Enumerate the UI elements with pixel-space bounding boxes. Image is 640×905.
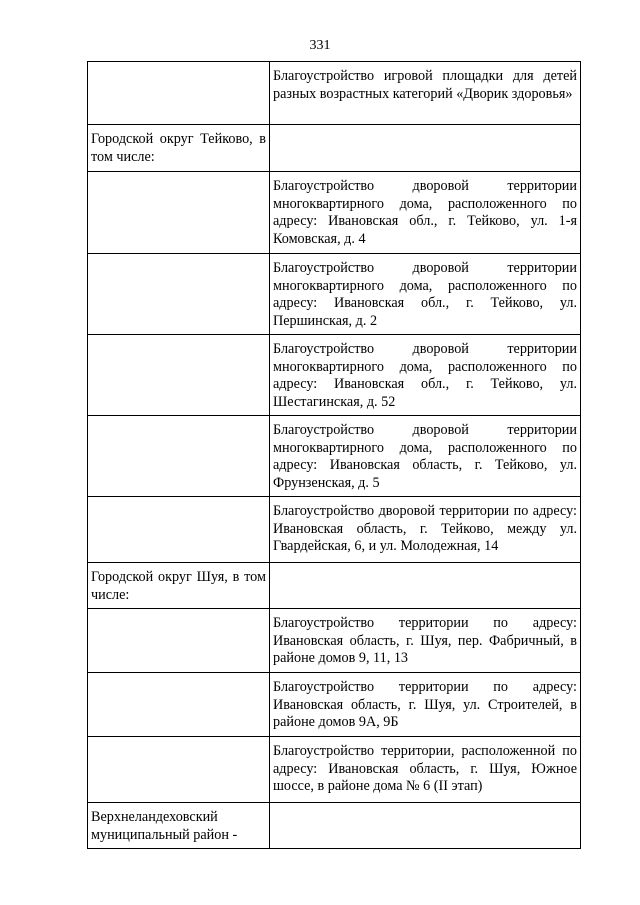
table-cell-left (88, 609, 270, 673)
table-row (88, 497, 581, 563)
table-cell-right: Благоустройство дворовой территории многоквартирного дома, расположенного по адресу: Ивановская обл., г. Тейково, ул. Першинская, д. 2 (270, 254, 581, 335)
table-cell-left (88, 416, 270, 497)
table-cell-right (270, 803, 581, 849)
table-row (88, 125, 581, 172)
table-cell-right: Благоустройство дворовой территории многоквартирного дома, расположенного по адресу: Ивановская область, г. Тейково, ул. Фрунзенская, д. 5 (270, 416, 581, 497)
table-row (88, 335, 581, 416)
table-row (88, 673, 581, 737)
table-cell-right (270, 563, 581, 609)
table-cell-left: Городской округ Тейково, в том числе: (88, 125, 270, 172)
table-cell-right: Благоустройство игровой площадки для детей разных возрастных категорий «Дворик здоровья» (270, 62, 581, 125)
table-row (88, 254, 581, 335)
document-table (87, 61, 581, 849)
table-row (88, 563, 581, 609)
table-cell-right: Благоустройство территории по адресу: Ивановская область, г. Шуя, пер. Фабричный, в районе домов 9, 11, 13 (270, 609, 581, 673)
table-cell-left (88, 497, 270, 563)
table-cell-left (88, 335, 270, 416)
table-cell-right: Благоустройство дворовой территории многоквартирного дома, расположенного по адресу: Ивановская обл., г. Тейково, ул. 1-я Комовская, д. 4 (270, 172, 581, 254)
table-row (88, 416, 581, 497)
table-cell-right: Благоустройство территории по адресу: Ивановская область, г. Шуя, ул. Строителей, в районе домов 9А, 9Б (270, 673, 581, 737)
page-number: 331 (309, 38, 331, 53)
table-cell-left (88, 737, 270, 803)
table-cell-left (88, 172, 270, 254)
table-row (88, 172, 581, 254)
table-row (88, 737, 581, 803)
table-cell-left (88, 673, 270, 737)
table-cell-left: Городской округ Шуя, в том числе: (88, 563, 270, 609)
table-cell-left (88, 254, 270, 335)
table-cell-right: Благоустройство дворовой территории многоквартирного дома, расположенного по адресу: Ивановская обл., г. Тейково, ул. Шестагинская, д. 52 (270, 335, 581, 416)
table-cell-left (88, 62, 270, 125)
table-cell-left: Верхнеландеховский муниципальный район - (88, 803, 270, 849)
table-row (88, 62, 581, 125)
table-row (88, 803, 581, 849)
table-cell-right: Благоустройство территории, расположенной по адресу: Ивановская область, г. Шуя, Южное шоссе, в районе дома № 6 (II этап) (270, 737, 581, 803)
table-row (88, 609, 581, 673)
table-cell-right: Благоустройство дворовой территории по адресу: Ивановская область, г. Тейково, между ул. Гвардейская, 6, и ул. Молодежная, 14 (270, 497, 581, 563)
table-cell-right (270, 125, 581, 172)
